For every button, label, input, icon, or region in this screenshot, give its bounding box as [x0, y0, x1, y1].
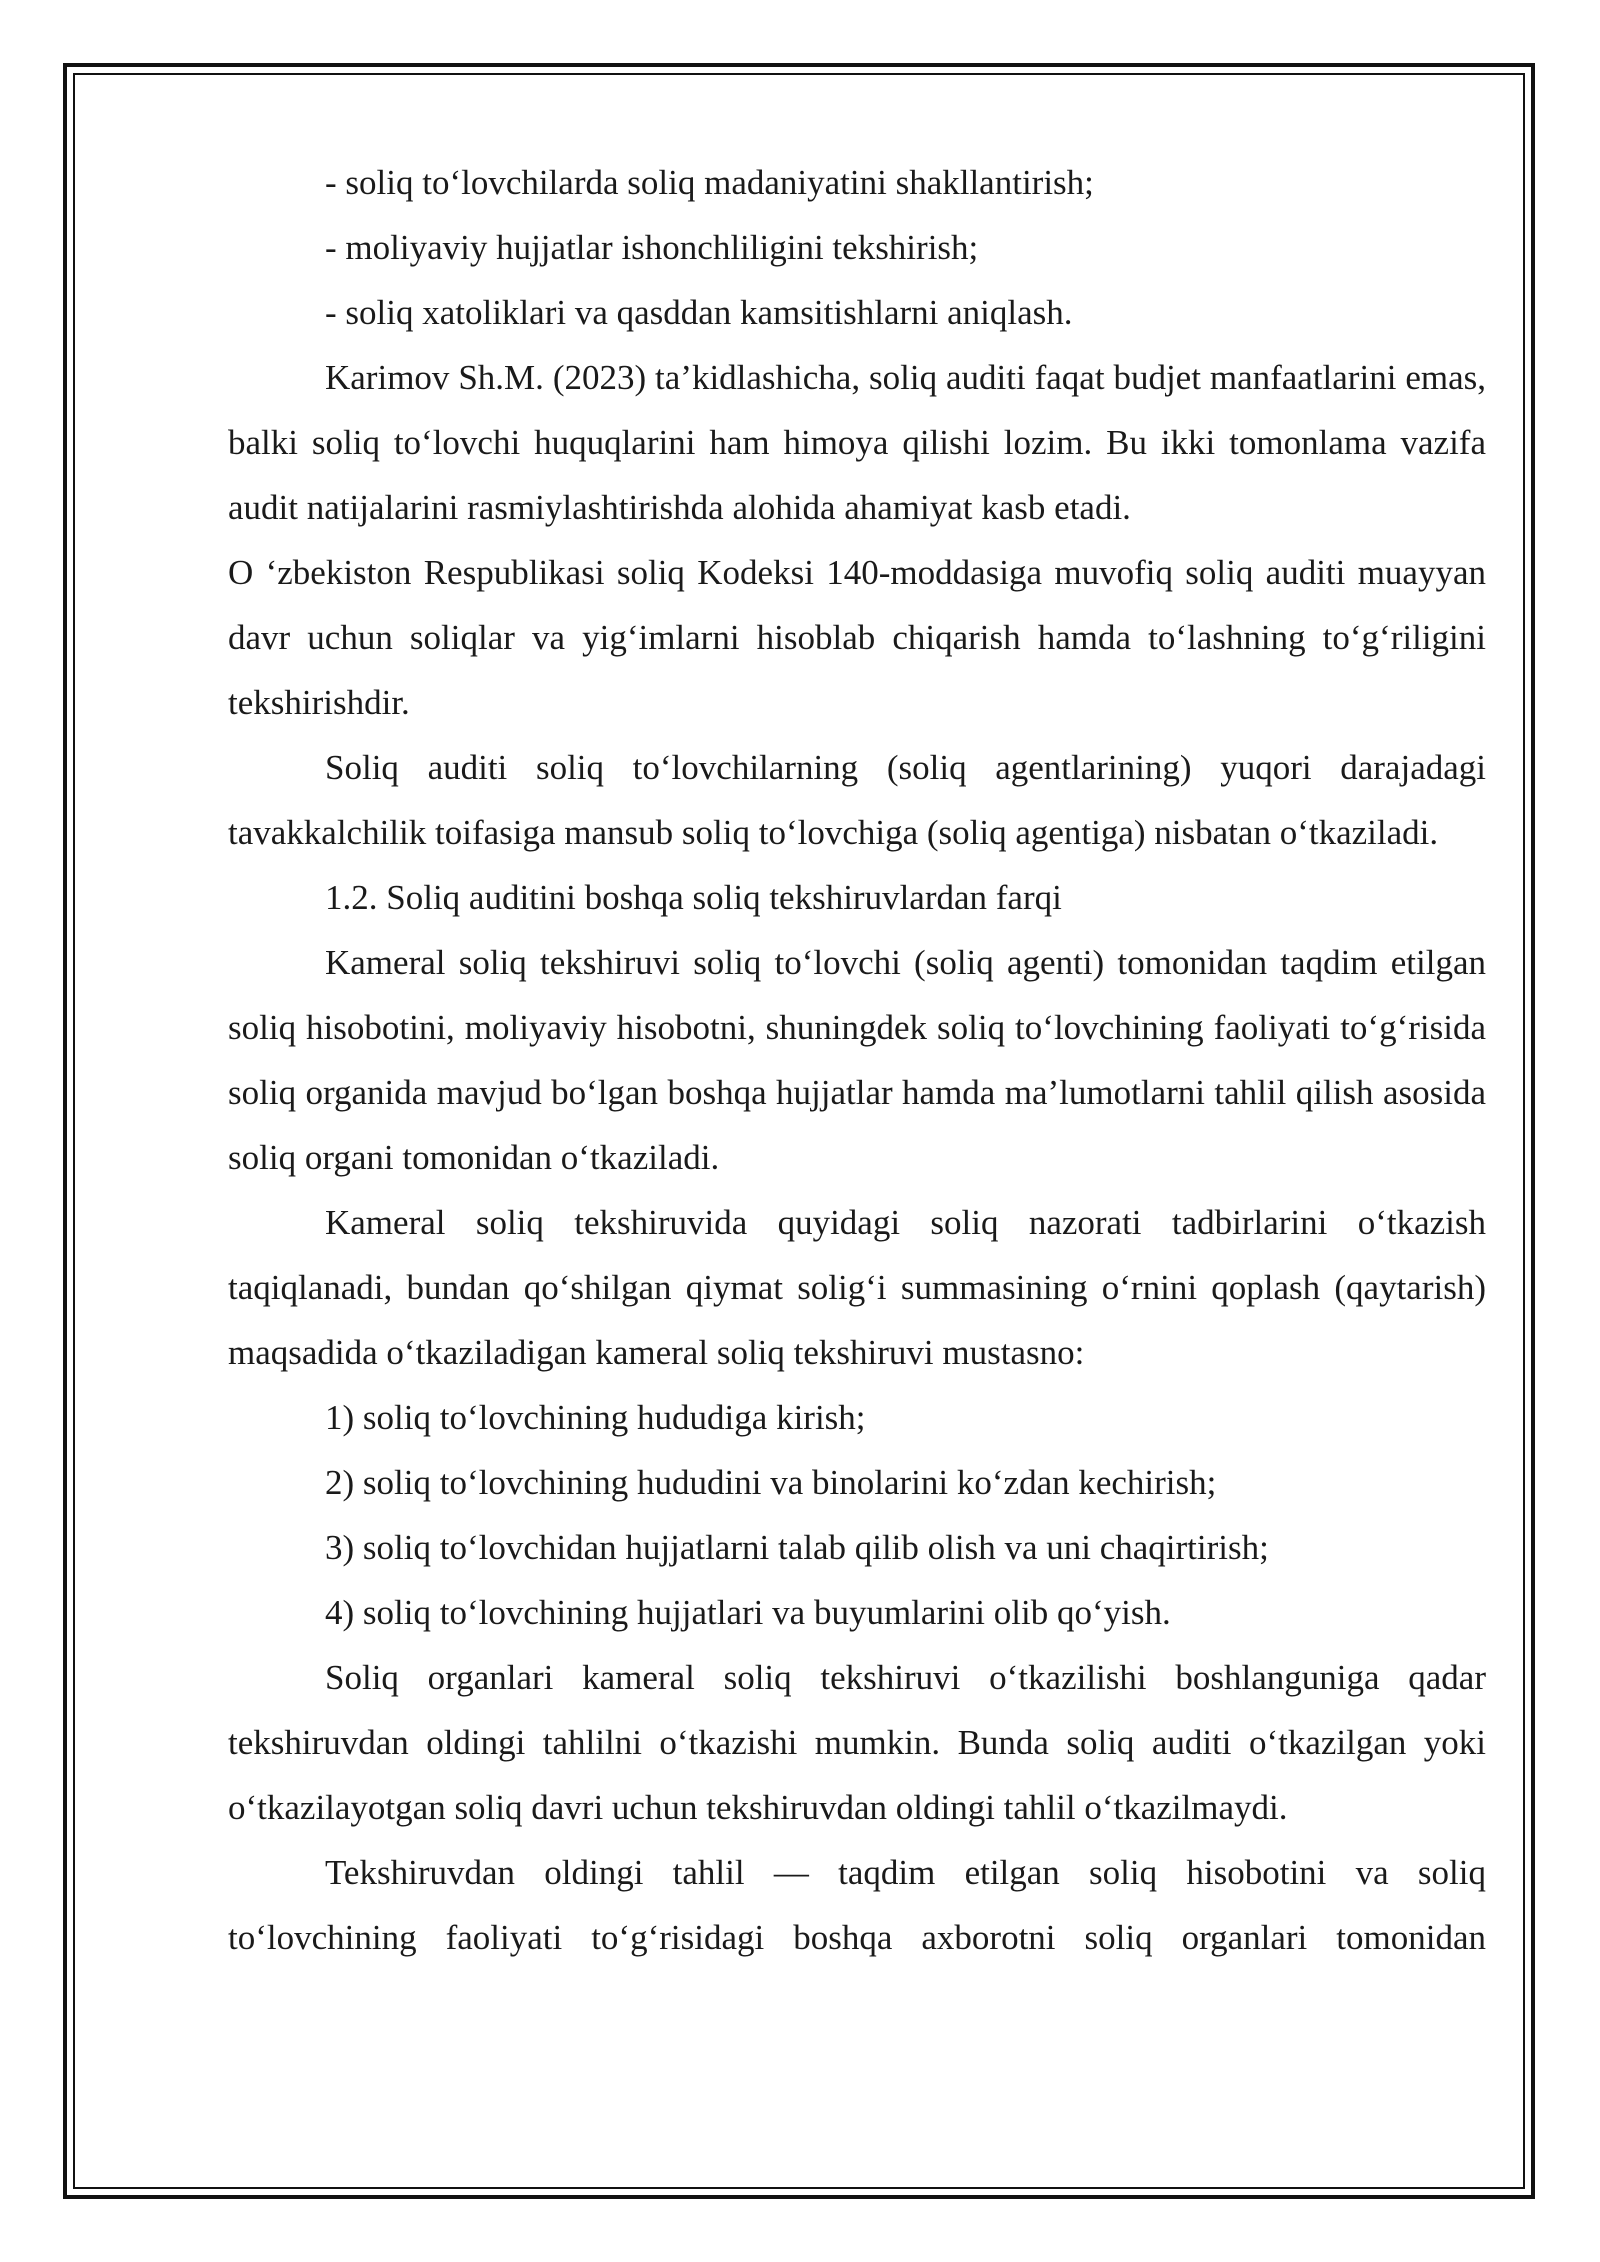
section-heading: 1.2. Soliq auditini boshqa soliq tekshiruvlardan farqi [325, 878, 1062, 917]
body-paragraph: Soliq organlari kameral soliq tekshiruvi o‘tkazilishi boshlanguniga qadar tekshiruvdan oldingi tahlilni o‘tkazishi mumkin. Bunda soliq auditi o‘tkazilgan yoki o‘tkazilayotgan soliq davri uchun tekshiruvdan oldingi tahlil o‘tkazilmaydi. [228, 1658, 1486, 1827]
body-paragraph: Kameral soliq tekshiruvida quyidagi soliq nazorati tadbirlarini o‘tkazish taqiqlanadi, bundan qo‘shilgan qiymat solig‘i summasining o‘rnini qoplash (qaytarish) maqsadida o‘tkaziladigan kameral soliq tekshiruvi mustasno: [228, 1203, 1486, 1372]
document-body [228, 150, 1486, 1970]
body-paragraph: Kameral soliq tekshiruvi soliq to‘lovchi (soliq agenti) tomonidan taqdim etilgan soliq hisobotini, moliyaviy hisobotni, shuningdek soliq to‘lovchining faoliyati to‘g‘risida soliq organida mavjud bo‘lgan boshqa hujjatlar hamda ma’lumotlarni tahlil qilish asosida soliq organi tomonidan o‘tkaziladi. [228, 943, 1486, 1177]
bullet-item: - moliyaviy hujjatlar ishonchliligini tekshirish; [325, 228, 979, 267]
list-item: 4) soliq to‘lovchining hujjatlari va buyumlarini olib qo‘yish. [325, 1593, 1171, 1632]
body-paragraph: Tekshiruvdan oldingi tahlil — taqdim etilgan soliq hisobotini va soliq to‘lovchining faoliyati to‘g‘risidagi boshqa axborotni soliq organlari tomonidan [228, 1853, 1486, 1957]
list-item: 3) soliq to‘lovchidan hujjatlarni talab qilib olish va uni chaqirtirish; [325, 1528, 1269, 1567]
bullet-item: - soliq xatoliklari va qasddan kamsitishlarni aniqlash. [325, 293, 1073, 332]
list-item: 1) soliq to‘lovchining hududiga kirish; [325, 1398, 866, 1437]
body-paragraph: O ‘zbekiston Respublikasi soliq Kodeksi 140-moddasiga muvofiq soliq auditi muayyan davr uchun soliqlar va yig‘imlarni hisoblab chiqarish hamda to‘lashning to‘g‘riligini tekshirishdir. [228, 553, 1486, 722]
bullet-item: - soliq to‘lovchilarda soliq madaniyatini shakllantirish; [325, 163, 1094, 202]
list-item: 2) soliq to‘lovchining hududini va binolarini ko‘zdan kechirish; [325, 1463, 1217, 1502]
body-paragraph: Soliq auditi soliq to‘lovchilarning (soliq agentlarining) yuqori darajadagi tavakkalchilik toifasiga mansub soliq to‘lovchiga (soliq agentiga) nisbatan o‘tkaziladi. [228, 748, 1486, 852]
body-paragraph: Karimov Sh.M. (2023) ta’kidlashicha, soliq auditi faqat budjet manfaatlarini emas, balki soliq to‘lovchi huquqlarini ham himoya qilishi lozim. Bu ikki tomonlama vazifa audit natijalarini rasmiylashtirishda alohida ahamiyat kasb etadi. [228, 358, 1486, 527]
